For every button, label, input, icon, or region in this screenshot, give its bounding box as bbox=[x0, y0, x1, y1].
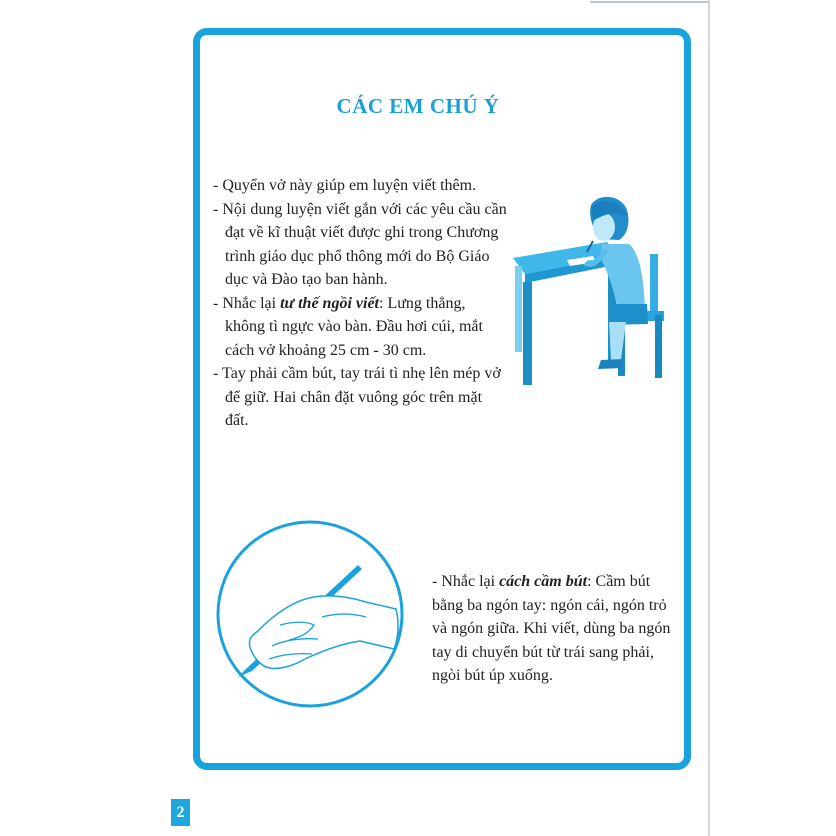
pen-grip-illustration bbox=[214, 518, 406, 710]
page-title: CÁC EM CHÚ Ý bbox=[336, 94, 500, 118]
instruction-item-notebook-purpose: - Quyển vở này giúp em luyện viết thêm. bbox=[213, 177, 477, 194]
skirt bbox=[608, 304, 648, 325]
top-edge-line bbox=[590, 1, 710, 3]
posture-description: : Lưng thẳng, không tì ngực vào bàn. Đầu hơi cúi, mắt cách vở khoảng 25 cm - 30 cm. bbox=[225, 294, 483, 359]
posture-emphasis: tư thế ngồi viết bbox=[280, 294, 379, 312]
pen-grip-prefix: - Nhắc lại bbox=[432, 573, 500, 590]
posture-prefix: - Nhắc lại bbox=[213, 294, 281, 312]
pen-grip-note bbox=[432, 570, 677, 688]
right-page-shadow bbox=[708, 0, 710, 836]
instruction-item-hands-feet: - Tay phải cầm bút, tay trái tì nhẹ lên mép vở để giữ. Hai chân đặt vuông góc trên mặt đất. bbox=[213, 365, 501, 429]
page-number: 2 bbox=[171, 799, 190, 826]
shirt bbox=[600, 244, 645, 312]
desk-leg-back bbox=[515, 266, 522, 352]
pen-grip-description: : Cầm bút bằng ba ngón tay: ngón cái, ngón trỏ và ngón giữa. Khi viết, dùng ba ngón tay di chuyển bút từ trái sang phải, ngòi bút úp xuống. bbox=[432, 573, 671, 684]
chair-leg-2 bbox=[655, 315, 662, 378]
desk-leg-front-left bbox=[523, 282, 532, 385]
student-writing-illustration bbox=[505, 188, 680, 388]
instruction-item-posture bbox=[213, 292, 508, 363]
instruction-item-content: - Nội dung luyện viết gắn với các yêu cầu cần đạt về kĩ thuật viết được ghi trong Chương trình giáo dục phổ thông mới do Bộ Giáo dục và Đào tạo ban hành. bbox=[213, 200, 507, 288]
instruction-list bbox=[213, 174, 508, 433]
shoe bbox=[598, 359, 623, 369]
pen-grip-emphasis: cách cầm bút bbox=[499, 573, 588, 590]
chair-back bbox=[650, 254, 658, 314]
